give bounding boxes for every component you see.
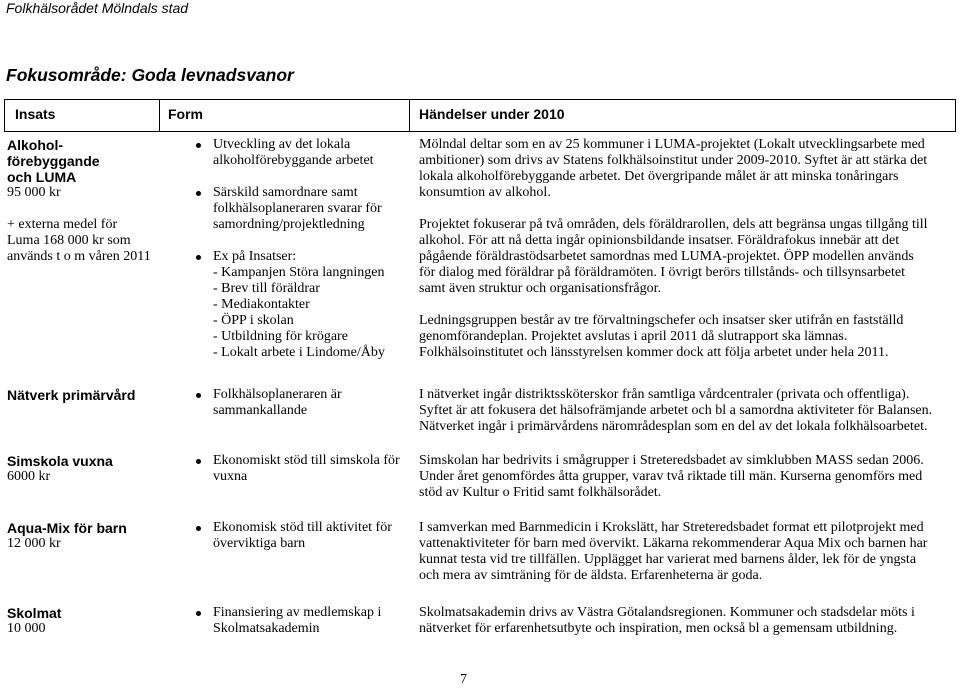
insats-line: förebyggande bbox=[7, 153, 100, 169]
form-line: vuxna bbox=[213, 469, 248, 484]
insats-line: Skolmat bbox=[7, 605, 62, 621]
event-line: Folkhälsoinstitutet och länsstyrelsen kommer dock att följa arbetet under hela 2011. bbox=[419, 345, 889, 360]
page-title: Fokusområde: Goda levnadsvanor bbox=[6, 65, 294, 85]
form-line: samordning/projektledning bbox=[213, 217, 365, 232]
page-number: 7 bbox=[460, 672, 467, 687]
event-line: vattenaktiviteter för barn med övervikt. Läkarna rekommenderar Aqua Mix och barnen har bbox=[419, 536, 928, 551]
insats-line: Nätverk primärvård bbox=[7, 387, 136, 403]
insats-line: Luma 168 000 kr som bbox=[7, 233, 131, 248]
form-line: överviktiga barn bbox=[213, 536, 306, 551]
event-line: lokala alkoholförebyggande arbetet. Det övergripande målet är att minska tonåringars bbox=[419, 169, 899, 184]
form-line: Utveckling av det lokala bbox=[213, 137, 351, 152]
event-line: stöd av Kultur o Fritid samt folkhälsorådet. bbox=[419, 485, 662, 500]
insats-line: används t o m våren 2011 bbox=[7, 249, 151, 264]
page-header: Folkhälsorådet Mölndals stad bbox=[6, 0, 189, 16]
insats-line: 6000 kr bbox=[7, 469, 51, 484]
event-line: Simskolan har bedrivits i smågrupper i Streteredsbadet av simklubben MASS sedan 2006. bbox=[419, 453, 924, 468]
form-line: Skolmatsakademin bbox=[213, 621, 320, 636]
event-line: konsumtion av alkohol. bbox=[419, 185, 551, 200]
form-line: - ÖPP i skolan bbox=[213, 313, 294, 328]
event-line: nätverket för erfarenhetsutbyte och inspiration, men också bl a gemensam utbildning. bbox=[419, 621, 898, 636]
event-line: genomförandeplan. Projektet avslutas i april 2011 då slutrapport ska lämnas. bbox=[419, 329, 848, 344]
column-header-insats: Insats bbox=[15, 106, 56, 122]
event-line: Mölndal deltar som en av 25 kommuner i LUMA-projektet (Lokalt utvecklingsarbete med bbox=[419, 137, 925, 152]
insats-line: + externa medel för bbox=[7, 217, 118, 232]
form-line: sammankallande bbox=[213, 403, 308, 418]
form-line: Finansiering av medlemskap i bbox=[213, 605, 382, 620]
bullet-icon bbox=[196, 191, 201, 196]
form-line: Särskild samordnare samt bbox=[213, 185, 358, 200]
form-line: Ekonomiskt stöd till simskola för bbox=[213, 453, 400, 468]
event-line: Projektet fokuserar på två områden, dels föräldrarollen, dels att begränsa ungas tillgång till bbox=[419, 217, 928, 232]
bullet-icon bbox=[196, 393, 201, 398]
bullet-icon bbox=[196, 611, 201, 616]
column-header-handelser: Händelser under 2010 bbox=[419, 106, 565, 122]
form-line: - Lokalt arbete i Lindome/Åby bbox=[213, 345, 385, 360]
event-line: Ledningsgruppen består av tre förvaltningschefer och insatser sker utifrån en fastställd bbox=[419, 313, 904, 328]
insats-line: 95 000 kr bbox=[7, 185, 61, 200]
form-line: - Brev till föräldrar bbox=[213, 281, 320, 296]
event-line: kunnat testa vid tre tillfällen. Upplägget har varierat med barnens ålder, lek för de yngsta bbox=[419, 552, 917, 567]
bullet-icon bbox=[196, 255, 201, 260]
bullet-icon bbox=[196, 526, 201, 531]
event-line: samt även struktur och organisationsfrågor. bbox=[419, 281, 661, 296]
table-header-row bbox=[4, 99, 956, 132]
insats-line: Aqua-Mix för barn bbox=[7, 520, 127, 536]
event-line: och mera av simträning för de äldsta. Erfarenheterna är goda. bbox=[419, 568, 763, 583]
event-line: Skolmatsakademin drivs av Västra Götalandsregionen. Kommuner och stadsdelar möts i bbox=[419, 605, 915, 620]
event-line: ambitioner) som drivs av Statens folkhälsoinstitut under 2009-2010. Syftet är att stärka det bbox=[419, 153, 928, 168]
form-line: alkoholförebyggande arbetet bbox=[213, 153, 374, 168]
insats-line: Alkohol- bbox=[7, 137, 63, 153]
event-line: för dialog med föräldrar på föräldramöten. I övrigt berörs tillstånds- och tillsynsarbetet bbox=[419, 265, 905, 280]
event-line: Syftet är att fokusera det hälsofrämjande arbetet och bl a samordna aktiviteter för Balansen. bbox=[419, 403, 933, 418]
form-line: - Kampanjen Störa langningen bbox=[213, 265, 385, 280]
form-line: folkhälsoplaneraren svarar för bbox=[213, 201, 382, 216]
bullet-icon bbox=[196, 143, 201, 148]
event-line: pågående föräldrastödsarbetet samordnas med LUMA-projektet. ÖPP modellen används bbox=[419, 249, 914, 264]
insats-line: och LUMA bbox=[7, 169, 77, 185]
event-line: alkohol. För att nå detta ingår opinionsbildande insatser. Föräldrafokus innebär att det bbox=[419, 233, 900, 248]
event-line: I nätverket ingår distriktssköterskor från samtliga vårdcentraler (privata och offentliga). bbox=[419, 387, 910, 402]
form-line: - Mediakontakter bbox=[213, 297, 310, 312]
form-line: - Utbildning för krögare bbox=[213, 329, 348, 344]
event-line: Nätverket ingår i primärvårdens närområdesplan som en del av det lokala folkhälsoarbetet. bbox=[419, 419, 928, 434]
form-line: Ex på Insatser: bbox=[213, 249, 297, 264]
bullet-icon bbox=[196, 459, 201, 464]
event-line: Under året genomfördes åtta grupper, varav två riktade till män. Kurserna genomförs med bbox=[419, 469, 923, 484]
column-divider bbox=[159, 100, 160, 131]
insats-line: Simskola vuxna bbox=[7, 453, 113, 469]
form-line: Folkhälsoplaneraren är bbox=[213, 387, 342, 402]
column-divider bbox=[409, 100, 410, 131]
column-header-form: Form bbox=[168, 106, 203, 122]
insats-line: 10 000 bbox=[7, 621, 46, 636]
form-line: Ekonomisk stöd till aktivitet för bbox=[213, 520, 392, 535]
event-line: I samverkan med Barnmedicin i Krokslätt, har Streteredsbadet format ett pilotprojekt med bbox=[419, 520, 924, 535]
insats-line: 12 000 kr bbox=[7, 536, 61, 551]
